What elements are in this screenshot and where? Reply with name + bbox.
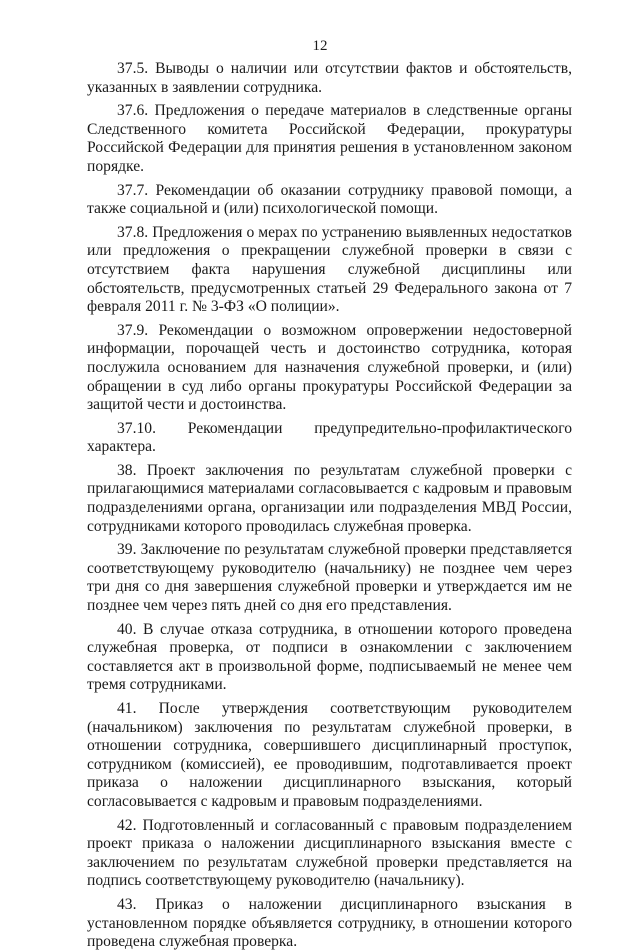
paragraph-37-5: 37.5. Выводы о наличии или отсутствии фактов и обстоятельств, указанных в заявлении сотрудника. <box>87 60 572 96</box>
paragraph-37-7: 37.7. Рекомендации об оказании сотруднику правовой помощи, а также социальной и (или) психологической помощи. <box>87 181 572 218</box>
paragraph-37-9: 37.9. Рекомендации о возможном опровержении недостоверной информации, порочащей честь и достоинство сотрудника, которая послужила основанием для назначения служебной проверки, и (или) обращении в суд либо органы прокуратуры Российской Федерации за защитой чести и достоинства. <box>87 321 572 414</box>
paragraph-37-8: 37.8. Предложения о мерах по устранению выявленных недостатков или предложения о прекращении служебной проверки в связи с отсутствием факта нарушения служебной дисциплины или обстоятельств, предусмотренных статьей 29 Федерального закона от 7 февраля 2011 г. № 3-ФЗ «О полиции». <box>87 223 572 316</box>
page-number: 12 <box>312 38 328 54</box>
paragraph-41: 41. После утверждения соответствующим руководителем (начальником) заключения по результатам служебной проверки, в отношении сотрудника, совершившего дисциплинарный проступок, сотрудником (комиссией), ее проводившим, подготавливается проект приказа о наложении дисциплинарного взыскания, который согласовывается с кадровым и правовым подразделениями. <box>87 700 572 810</box>
paragraph-38: 38. Проект заключения по результатам служебной проверки с прилагающимися материалами согласовывается с кадровым и правовым подразделениями органа, организации или подразделения МВД России, сотрудниками которого проводилась служебная проверка. <box>87 461 572 535</box>
paragraph-37-10: 37.10. Рекомендации предупредительно-профилактического характера. <box>87 419 572 456</box>
paragraph-42: 42. Подготовленный и согласованный с правовым подразделением проект приказа о наложении дисциплинарного взыскания вместе с заключением по результатам служебной проверки представляется на подпись соответствующему руководителю (начальнику). <box>87 816 572 890</box>
paragraph-40: 40. В случае отказа сотрудника, в отношении которого проведена служебная проверка, от подписи в ознакомлении с заключением составляется акт в произвольной форме, подписываемый не менее чем тремя сотрудниками. <box>87 620 572 694</box>
document-body <box>87 60 572 952</box>
paragraph-37-6: 37.6. Предложения о передаче материалов в следственные органы Следственного комитета Российской Федерации, прокуратуры Российской Федерации для принятия решения в установленном законом порядке. <box>87 102 572 175</box>
paragraph-39: 39. Заключение по результатам служебной проверки представляется соответствующему руководителю (начальнику) не позднее чем через три дня со дня завершения служебной проверки и утверждается им не позднее чем через пять дней со дня его представления. <box>87 541 572 615</box>
paragraph-43: 43. Приказ о наложении дисциплинарного взыскания в установленном порядке объявляется сотруднику, в отношении которого проведена служебная проверка. <box>87 895 572 951</box>
